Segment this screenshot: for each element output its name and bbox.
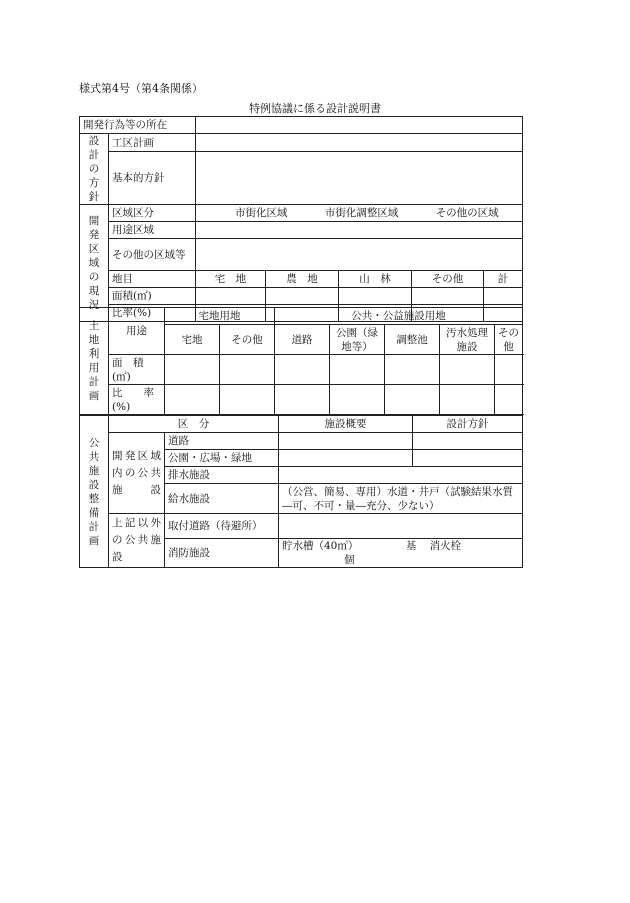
access-road-overview[interactable] [279, 514, 523, 539]
design-policy-header: 設計方針 [413, 416, 523, 433]
location-value[interactable] [196, 117, 523, 134]
facility-fire: 消防施設 [165, 539, 279, 568]
lu-ratio-5[interactable] [385, 385, 440, 415]
col-sewage: 汚水処理施設 [440, 325, 495, 355]
inside-area-label: 開発区域内の公共施設 [109, 433, 165, 514]
road-overview[interactable] [279, 433, 413, 450]
other-area-value[interactable] [196, 239, 523, 271]
fire-unit-1: 基 [405, 540, 417, 552]
district-plan-value[interactable] [196, 134, 523, 152]
basic-policy-label: 基本的方針 [109, 152, 196, 205]
fire-unit-2: 個 [344, 554, 355, 566]
area-other[interactable] [412, 288, 484, 305]
col-road: 道路 [275, 325, 330, 355]
land-type-other: その他 [412, 271, 484, 288]
location-label: 開発行為等の所在 [80, 117, 196, 134]
col-public-other: その他 [495, 325, 523, 355]
col-park: 公園（緑地等） [330, 325, 385, 355]
lu-ratio-3[interactable] [275, 385, 330, 415]
area-label: 面積(㎡) [109, 288, 196, 305]
development-area-label: 開 発 区 域 の 現 況 [80, 205, 109, 322]
facility-access-road: 取付道路（待避所） [165, 514, 279, 539]
land-type-farmland: 農 地 [266, 271, 339, 288]
ratio-label: 比率(%) [109, 305, 196, 322]
lu-ratio-2[interactable] [220, 385, 275, 415]
other-area-label: その他の区域等 [109, 239, 196, 271]
lu-ratio-7[interactable] [495, 385, 523, 415]
design-table-upper [79, 116, 523, 322]
area-total[interactable] [484, 288, 523, 305]
urban-option: 市街化区域 [235, 207, 288, 219]
public-facilities-table [79, 415, 523, 568]
drainage-overview[interactable] [279, 467, 523, 484]
facility-park: 公園・広場・緑地 [165, 450, 279, 467]
road-design[interactable] [413, 433, 523, 450]
land-type-total: 計 [484, 271, 523, 288]
land-type-forest: 山 林 [339, 271, 412, 288]
design-policy-label: 設 計 の 方 針 [80, 134, 109, 205]
section-header: 区 分 [109, 416, 279, 433]
lu-area-5[interactable] [385, 355, 440, 385]
area-class-options [196, 205, 523, 222]
lu-ratio-6[interactable] [440, 385, 495, 415]
land-use-area-label: 面 積(㎡) [109, 355, 165, 385]
col-residential: 宅地 [165, 325, 220, 355]
form-title: 特例協議に係る設計説明書 [249, 102, 381, 115]
public-facilities-label: 公 共 施 設 整 備 計 画 [80, 416, 109, 568]
land-use-label: 土 地 利 用 計 画 [80, 308, 109, 415]
land-type-label: 地目 [109, 271, 196, 288]
residential-group-label: 宅地用地 [165, 308, 275, 325]
public-group-label: 公共・公益施設用地 [275, 308, 523, 325]
area-class-label: 区域区分 [109, 205, 196, 222]
lu-ratio-1[interactable] [165, 385, 220, 415]
lu-area-4[interactable] [330, 355, 385, 385]
lu-area-2[interactable] [220, 355, 275, 385]
form-number: 様式第4号（第4条関係） [79, 82, 203, 95]
facility-drainage: 排水施設 [165, 467, 279, 484]
fire-hydrant: 消火栓 [429, 540, 462, 552]
other-area-option: その他の区域 [435, 207, 499, 219]
zoning-label: 用途区域 [109, 222, 196, 239]
zoning-value[interactable] [196, 222, 523, 239]
overview-header: 施設概要 [279, 416, 413, 433]
park-design[interactable] [413, 450, 523, 467]
area-farmland[interactable] [266, 288, 339, 305]
fire-tank: 貯水槽（40㎥） [282, 540, 359, 552]
use-label: 用途 [109, 308, 165, 355]
urban-control-option: 市街化調整区域 [324, 207, 399, 219]
basic-policy-value[interactable] [196, 152, 523, 205]
fire-note [279, 539, 523, 568]
water-supply-note: （公営、簡易、専用）水道・井戸（試験結果水質―可、不可・量―充分、少ない） [279, 484, 523, 514]
lu-area-3[interactable] [275, 355, 330, 385]
facility-water-supply: 給水施設 [165, 484, 279, 514]
lu-ratio-4[interactable] [330, 385, 385, 415]
land-use-table [79, 307, 523, 415]
lu-area-6[interactable] [440, 355, 495, 385]
outside-area-label: 上記以外の公共施設 [109, 514, 165, 568]
park-overview[interactable] [279, 450, 413, 467]
district-plan-label: 工区計画 [109, 134, 196, 152]
facility-road: 道路 [165, 433, 279, 450]
area-forest[interactable] [339, 288, 412, 305]
land-type-residential: 宅 地 [196, 271, 266, 288]
area-residential[interactable] [196, 288, 266, 305]
lu-area-7[interactable] [495, 355, 523, 385]
col-retention-pond: 調整池 [385, 325, 440, 355]
col-residential-other: その他 [220, 325, 275, 355]
lu-area-1[interactable] [165, 355, 220, 385]
land-use-ratio-label: 比 率(%) [109, 385, 165, 415]
